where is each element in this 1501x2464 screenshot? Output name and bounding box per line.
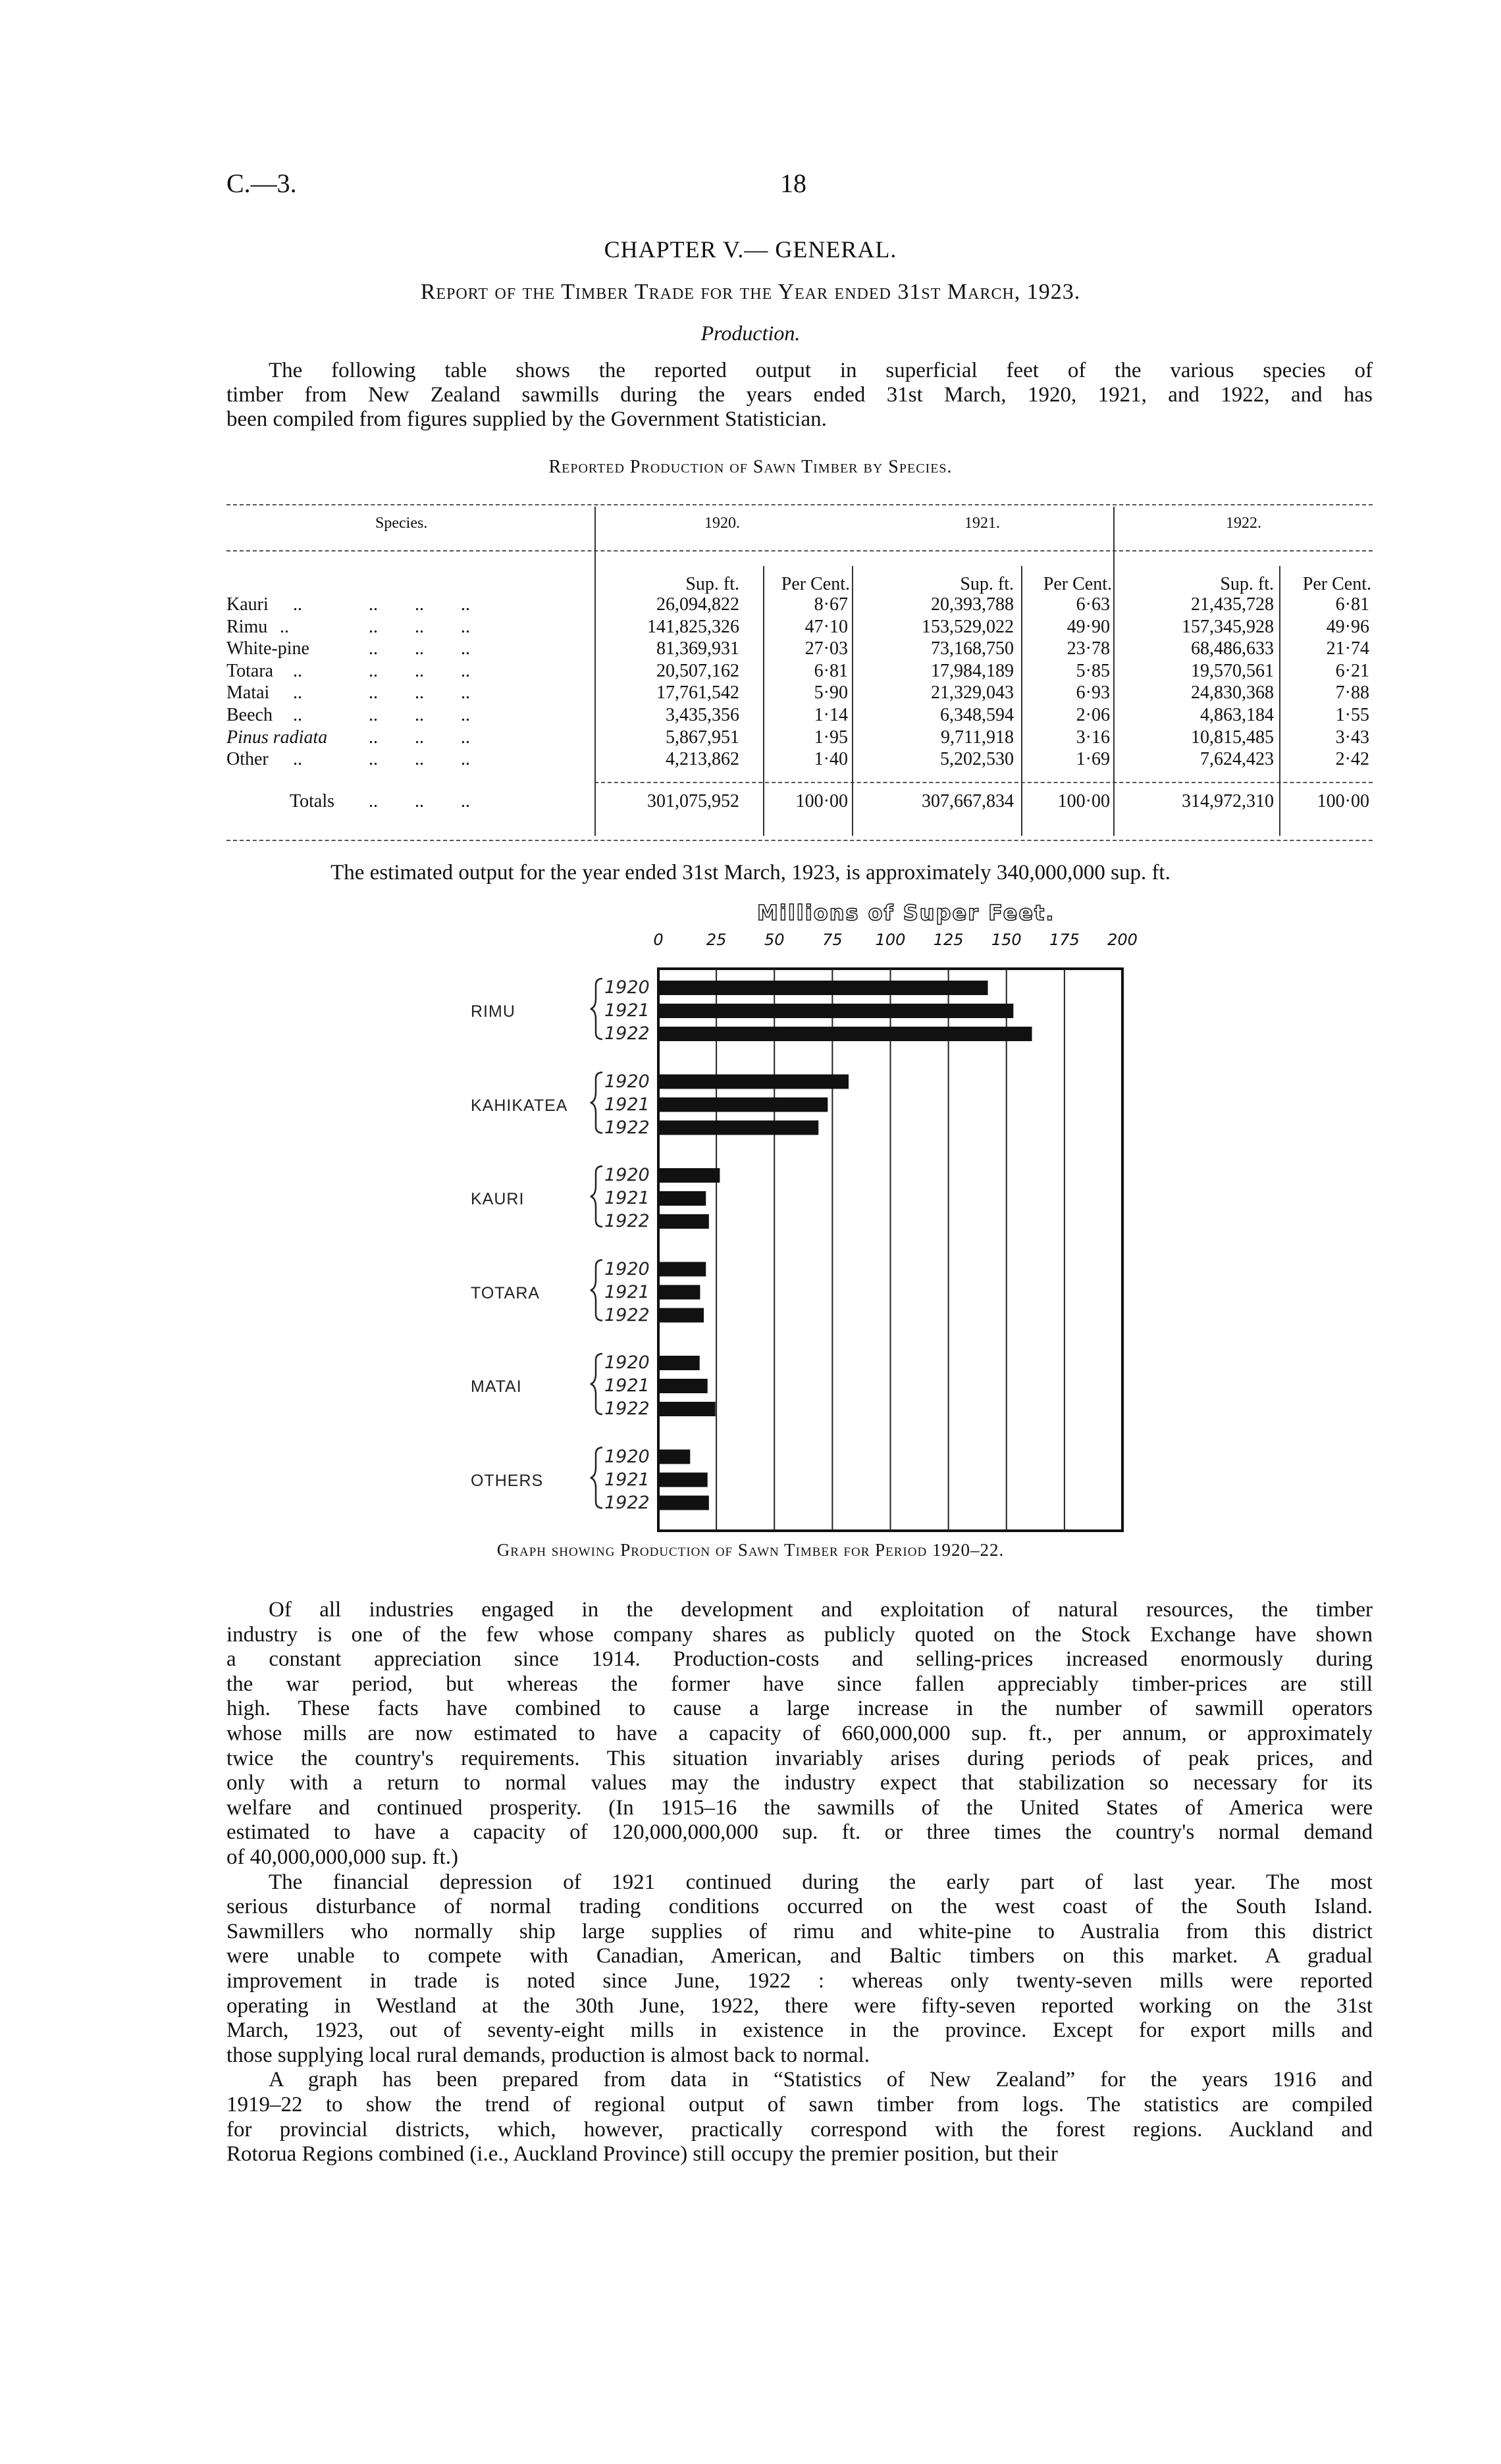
- table-cell: 5,202,530: [940, 749, 1014, 770]
- body-line: only with a return to normal values may the industry expect that stabilization so necessary for its: [226, 1771, 1373, 1795]
- x-tick-label: 200: [1107, 931, 1138, 949]
- body-line: the war period, but whereas the former have since fallen appreciably timber-prices are still: [226, 1672, 1373, 1696]
- brace-icon: [591, 1166, 602, 1227]
- table-cell: 153,529,022: [922, 616, 1014, 637]
- year-header-1921: 1921.: [964, 515, 1000, 532]
- page-number: 18: [780, 168, 806, 198]
- leader-dots: .. .. ..: [369, 682, 470, 704]
- brace-icon: [591, 1260, 602, 1321]
- body-line: estimated to have a capacity of 120,000,000,000 sup. ft. or three times the country's normal demand: [226, 1820, 1373, 1845]
- leader-dots: ..: [293, 594, 302, 615]
- body-line: were unable to compete with Canadian, American, and Baltic timbers on this market. A gradual: [226, 1944, 1373, 1968]
- year-label: 1921: [604, 1469, 650, 1490]
- bar-totara-1921: [658, 1285, 700, 1300]
- species-header: Species.: [375, 515, 428, 532]
- bar-rimu-1921: [658, 1004, 1013, 1018]
- body-line: A graph has been prepared from data in “Statistics of New Zealand” for the years 1916 and: [269, 2068, 1373, 2092]
- section-title: Production.: [700, 321, 801, 345]
- body-line: high. These facts have combined to cause a large increase in the number of sawmill operators: [226, 1697, 1373, 1721]
- bar-matai-1922: [658, 1402, 716, 1416]
- sup-ft-header: Sup. ft.: [960, 574, 1014, 594]
- leader-dots: .. .. ..: [369, 727, 470, 748]
- table-cell: 6·63: [1076, 594, 1110, 615]
- table-cell: 26,094,822: [656, 594, 739, 615]
- table-cell: 1·69: [1076, 749, 1110, 770]
- per-cent-header: Per Cent.: [781, 574, 850, 594]
- body-line: operating in Westland at the 30th June, 1922, there were fifty-seven reported working on the 31st: [226, 1993, 1373, 2018]
- table-cell: 9,711,918: [941, 727, 1014, 748]
- table-cell: 49·90: [1066, 616, 1110, 637]
- species-name: Rimu: [226, 616, 268, 637]
- year-label: 1922: [604, 1117, 650, 1138]
- table-cell: 1·40: [814, 749, 848, 770]
- table-cell: 6·93: [1076, 682, 1110, 704]
- x-tick-label: 125: [933, 931, 964, 949]
- year-label: 1920: [604, 977, 650, 998]
- table-cell: 6·81: [1335, 594, 1369, 615]
- year-header-1922: 1922.: [1226, 515, 1261, 532]
- year-label: 1921: [604, 1281, 650, 1302]
- sup-ft-header: Sup. ft.: [685, 574, 739, 594]
- totals-cell: 307,667,834: [922, 791, 1014, 811]
- totals-cell: 100·00: [795, 791, 848, 811]
- intro-line: The following table shows the reported output in superficial feet of the various species of: [269, 359, 1373, 382]
- leader-dots: .. .. ..: [369, 616, 470, 637]
- table-cell: 23·78: [1066, 638, 1110, 659]
- x-tick-label: 25: [706, 931, 727, 949]
- bar-kahikatea-1921: [658, 1098, 828, 1112]
- year-label: 1920: [604, 1165, 650, 1185]
- table-cell: 47·10: [804, 616, 848, 637]
- table-cell: 4,863,184: [1200, 705, 1274, 725]
- bar-totara-1920: [658, 1262, 706, 1277]
- species-name: Other: [226, 749, 269, 770]
- category-label: KAURI: [471, 1190, 525, 1208]
- table-cell: 17,761,542: [656, 682, 739, 704]
- year-label: 1922: [604, 1211, 650, 1231]
- table-cell: 21,329,043: [931, 682, 1014, 704]
- table-cell: 49·96: [1326, 616, 1369, 637]
- body-line: March, 1923, out of seventy-eight mills in existence in the province. Except for export mills and: [226, 2018, 1373, 2043]
- body-line: improvement in trade is noted since June, 1922 : whereas only twenty-seven mills were reported: [226, 1969, 1373, 1993]
- chart-title: Millions of Super Feet.: [757, 900, 1055, 925]
- leader-dots: ..: [293, 749, 302, 770]
- year-label: 1922: [604, 1304, 650, 1325]
- year-label: 1920: [604, 1071, 650, 1092]
- leader-dots: .. .. ..: [369, 705, 470, 725]
- sup-ft-header: Sup. ft.: [1220, 574, 1274, 594]
- year-label: 1921: [604, 1188, 650, 1208]
- table-cell: 6·21: [1335, 660, 1369, 681]
- table-cell: 3,435,356: [666, 705, 739, 725]
- species-name: Kauri: [226, 594, 269, 615]
- table-cell: 7·88: [1335, 682, 1369, 704]
- table-cell: 2·42: [1335, 749, 1369, 770]
- body-line: welfare and continued prosperity. (In 1915–16 the sawmills of the United States of America were: [226, 1795, 1373, 1820]
- bar-kahikatea-1922: [658, 1121, 818, 1135]
- table-cell: 157,345,928: [1182, 616, 1274, 637]
- bar-kauri-1920: [658, 1168, 720, 1183]
- bar-kahikatea-1920: [658, 1075, 849, 1089]
- brace-icon: [591, 1354, 602, 1414]
- totals-cell: 100·00: [1317, 791, 1369, 811]
- table-cell: 1·14: [814, 705, 848, 725]
- table-cell: 21,435,728: [1191, 594, 1274, 615]
- table-cell: 68,486,633: [1191, 638, 1274, 659]
- species-name: White-pine: [226, 638, 309, 659]
- bar-kauri-1922: [658, 1214, 709, 1229]
- table-cell: 73,168,750: [931, 638, 1014, 659]
- table-cell: 1·95: [814, 727, 848, 748]
- table-cell: 3·43: [1335, 727, 1369, 748]
- table-cell: 17,984,189: [931, 660, 1014, 681]
- bar-others-1922: [658, 1496, 709, 1510]
- year-label: 1920: [604, 1446, 650, 1467]
- species-name: Pinus radiata: [226, 727, 328, 748]
- bar-rimu-1920: [658, 981, 988, 995]
- bar-matai-1920: [658, 1356, 700, 1370]
- table-cell: 1·55: [1335, 705, 1369, 725]
- bar-others-1920: [658, 1450, 690, 1464]
- report-title: Report of the Timber Trade for the Year ended 31st March, 1923.: [420, 280, 1081, 304]
- species-name: Matai: [226, 682, 270, 704]
- category-label: MATAI: [471, 1377, 522, 1396]
- totals-cell: 100·00: [1057, 791, 1110, 811]
- category-label: TOTARA: [471, 1283, 540, 1302]
- x-tick-label: 175: [1049, 931, 1080, 949]
- leader-dots: .. .. ..: [369, 749, 470, 770]
- body-line: 1919–22 to show the trend of regional output of sawn timber from logs. The statistics are compiled: [226, 2093, 1373, 2117]
- table-cell: 10,815,485: [1191, 727, 1274, 748]
- table-cell: 8·67: [814, 594, 848, 615]
- year-label: 1920: [604, 1258, 650, 1279]
- table-cell: 5·90: [814, 682, 848, 704]
- chapter-title: CHAPTER V.— GENERAL.: [604, 236, 897, 263]
- table-cell: 21·74: [1326, 638, 1369, 659]
- species-name: Totara: [226, 660, 274, 681]
- year-label: 1922: [604, 1399, 650, 1419]
- year-label: 1921: [604, 1094, 650, 1115]
- leader-dots: ..: [280, 616, 289, 637]
- brace-icon: [591, 1448, 602, 1508]
- category-label: KAHIKATEA: [471, 1096, 568, 1115]
- table-cell: 24,830,368: [1191, 682, 1274, 704]
- leader-dots: ..: [293, 682, 302, 704]
- x-tick-label: 0: [653, 931, 664, 949]
- body-line: for provincial districts, which, however, practically correspond with the forest regions. Auckland and: [226, 2117, 1373, 2142]
- leader-dots: ..: [293, 660, 302, 681]
- year-header-1920: 1920.: [704, 515, 740, 532]
- table-cell: 3·16: [1076, 727, 1110, 748]
- x-tick-label: 150: [991, 931, 1022, 949]
- table-cell: 5·85: [1076, 660, 1110, 681]
- table-cell: 19,570,561: [1191, 660, 1274, 681]
- intro-line: timber from New Zealand sawmills during the years ended 31st March, 1920, 1921, and 1922, and has: [226, 383, 1373, 407]
- x-tick-label: 75: [822, 931, 843, 949]
- body-line: industry is one of the few whose company shares as publicly quoted on the Stock Exchange have shown: [226, 1622, 1373, 1647]
- body-line: of 40,000,000,000 sup. ft.): [226, 1845, 458, 1869]
- body-line: twice the country's requirements. This situation invariably arises during periods of peak prices, and: [226, 1746, 1373, 1770]
- leader-dots: .. .. ..: [369, 594, 470, 615]
- intro-line: been compiled from figures supplied by the Government Statistician.: [226, 407, 827, 431]
- bar-rimu-1922: [658, 1027, 1032, 1041]
- body-line: serious disturbance of normal trading conditions occurred on the west coast of the South Island.: [226, 1895, 1373, 1919]
- brace-icon: [591, 1073, 602, 1133]
- document-reference: C.—3.: [226, 168, 297, 198]
- bar-kauri-1921: [658, 1191, 706, 1206]
- year-label: 1922: [604, 1023, 650, 1044]
- x-tick-label: 50: [764, 931, 785, 949]
- bar-others-1921: [658, 1473, 708, 1487]
- per-cent-header: Per Cent.: [1043, 574, 1112, 594]
- table-cell: 6·81: [814, 660, 848, 681]
- species-name: Beech: [226, 705, 273, 725]
- totals-cell: 314,972,310: [1182, 791, 1274, 811]
- totals-cell: 301,075,952: [647, 791, 739, 811]
- estimate-text: The estimated output for the year ended 31st March, 1923, is approximately 340,000,000 sup. ft.: [330, 861, 1171, 885]
- table-cell: 7,624,423: [1200, 749, 1274, 770]
- table-cell: 2·06: [1076, 705, 1110, 725]
- table-cell: 20,393,788: [931, 594, 1014, 615]
- brace-icon: [591, 979, 602, 1039]
- table-cell: 4,213,862: [666, 749, 739, 770]
- chart-caption: Graph showing Production of Sawn Timber for Period 1920–22.: [496, 1540, 1005, 1560]
- totals-label: Totals: [290, 791, 335, 811]
- category-label: OTHERS: [471, 1471, 544, 1490]
- leader-dots: .. .. ..: [369, 660, 470, 681]
- table-cell: 5,867,951: [666, 727, 739, 748]
- per-cent-header: Per Cent.: [1302, 574, 1371, 594]
- table-cell: 20,507,162: [656, 660, 739, 681]
- body-line: Rotorua Regions combined (i.e., Auckland Province) still occupy the premier position, but their: [226, 2142, 1058, 2167]
- leader-dots: .. .. ..: [369, 638, 470, 659]
- body-line: Of all industries engaged in the development and exploitation of natural resources, the timber: [269, 1598, 1373, 1622]
- table-cell: 81,369,931: [656, 638, 739, 659]
- year-label: 1920: [604, 1352, 650, 1373]
- table-cell: 27·03: [804, 638, 848, 659]
- year-label: 1921: [604, 1375, 650, 1396]
- leader-dots: .. .. ..: [369, 791, 470, 811]
- leader-dots: ..: [293, 705, 302, 725]
- x-tick-label: 100: [875, 931, 906, 949]
- table-cell: 6,348,594: [940, 705, 1014, 725]
- table-title: Reported Production of Sawn Timber by Species.: [548, 457, 953, 477]
- bar-totara-1922: [658, 1308, 704, 1323]
- body-line: those supplying local rural demands, production is almost back to normal.: [226, 2043, 870, 2067]
- body-line: Sawmillers who normally ship large supplies of rimu and white-pine to Australia from this district: [226, 1919, 1373, 1943]
- body-line: a constant appreciation since 1914. Production-costs and selling-prices increased enormously during: [226, 1647, 1373, 1672]
- table-cell: 141,825,326: [647, 616, 739, 637]
- year-label: 1921: [604, 1000, 650, 1021]
- body-line: The financial depression of 1921 continued during the early part of last year. The most: [269, 1870, 1373, 1894]
- bar-matai-1921: [658, 1379, 708, 1393]
- category-label: RIMU: [471, 1002, 515, 1021]
- year-label: 1922: [604, 1492, 650, 1513]
- body-line: whose mills are now estimated to have a capacity of 660,000,000 sup. ft., per annum, or approximately: [226, 1722, 1373, 1745]
